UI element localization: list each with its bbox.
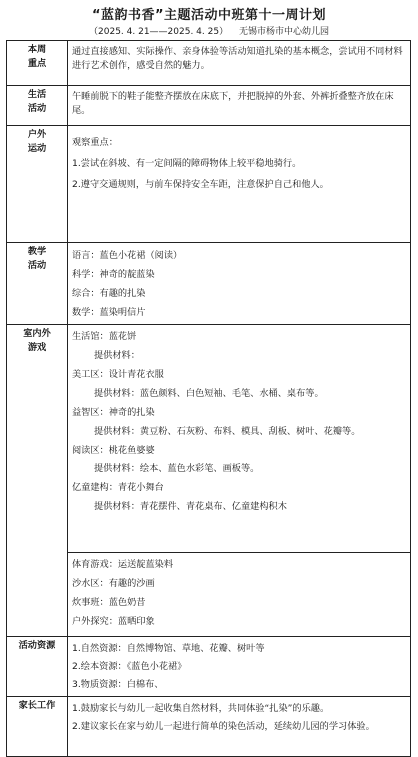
cell-teaching [68,243,411,325]
label-line: 运动 [27,142,47,154]
label-line: 活动 [27,102,47,114]
outdoor-game: 沙水区：有趣的沙画 [72,578,155,590]
indoor-area: 亿童建构：青花小舞台 [72,482,164,494]
page-subtitle [0,24,418,37]
label-line: 重点 [27,57,47,69]
teaching-line: 综合：有趣的扎染 [72,287,146,299]
label-line: 户外 [27,129,47,140]
indoor-materials: 提供材料：青花摆件、青花桌布、亿童建构积木 [94,501,287,513]
indoor-area: 阅读区：桃花鱼婆婆 [72,444,155,456]
row-label-focus [7,41,68,86]
life-text: 午睡前脱下的鞋子能整齐摆放在床底下，并把脱掉的外套、外裤折叠整齐放在床尾。 [72,91,394,116]
parent-line: 2.建议家长在家与幼儿一起进行简单的染色活动，延续幼儿园的学习体验。 [72,720,375,732]
cell-games-indoor [68,325,411,553]
row-teaching [7,243,411,325]
focus-text: 通过直接感知、实际操作、亲身体验等活动知道扎染的基本概念，尝试用不同材料进行艺术创作，感受自然的魅力。 [72,46,403,71]
cell-resources [68,637,411,697]
indoor-materials: 提供材料：黄豆粉、石灰粉、布料、模具、刮板、树叶、花瓣等。 [94,425,361,437]
page-title: “蓝韵书香”主题活动中班第十一周计划 [91,8,327,23]
row-life [7,86,411,126]
indoor-area: 生活馆：蓝花饼 [72,331,137,343]
label-line: 家长工作 [18,700,56,712]
label-line: 教学 [27,246,47,257]
cell-games-outdoor [68,553,411,637]
label-line: 活动资源 [18,640,56,652]
school-name: 无锡市杨市中心幼儿园 [238,27,329,37]
row-label-life [7,86,68,126]
indoor-area: 美工区：设计青花衣服 [72,369,164,381]
indoor-materials: 提供材料：蓝色颜料、白色短袖、毛笔、水桶、桌布等。 [94,388,324,400]
cell-focus [68,41,411,86]
row-label-teaching [7,243,68,325]
label-line: 活动 [27,259,47,271]
row-label-games [7,325,68,637]
label-line: 生活 [27,89,47,100]
outdoor-game: 炊事班：蓝色奶昔 [72,597,146,609]
label-line: 室内外 [23,328,51,340]
resource-line: 1.自然资源：自然博物馆、草地、花瓣、树叶等 [72,643,265,655]
teaching-line: 数学：蓝染明信片 [72,306,146,318]
teaching-line: 科学：神奇的靛蓝染 [72,268,155,280]
indoor-materials: 提供材料：绘本、蓝色水彩笔、画板等。 [94,463,260,475]
teaching-line: 语言：蓝色小花裙（阅读） [72,250,183,261]
parent-line: 1.鼓励家长与幼儿一起收集自然材料，共同体验“扎染”的乐趣。 [72,703,330,715]
label-line: 游戏 [27,342,47,354]
row-label-resources [7,637,68,697]
row-label-outdoor [7,126,68,243]
cell-outdoor [68,126,411,243]
row-games-indoor [7,325,411,553]
row-parents [7,697,411,757]
outdoor-line: 2.遵守交通规则，与前车保持安全车距，注意保护自己和他人。 [72,179,329,191]
cell-parents [68,697,411,757]
resource-line: 2.绘本资源：《蓝色小花裙》 [72,661,187,673]
row-outdoor [7,126,411,243]
weekly-plan-table [6,40,411,757]
outdoor-game: 户外探究：蓝晒印象 [72,616,155,628]
row-label-parents [7,697,68,757]
outdoor-line: 观察重点： [72,137,118,148]
date-range: （2025. 4. 21——2025. 4. 25） [89,27,229,37]
row-resources [7,637,411,697]
indoor-materials: 提供材料： [94,350,140,362]
row-games-outdoor [7,553,411,637]
indoor-area: 益智区：神奇的扎染 [72,406,155,418]
resource-line: 3.物质资源：白棉布、 [72,679,164,691]
outdoor-line: 1.尝试在斜坡、有一定间隔的障碍物体上较平稳地骑行。 [72,158,302,170]
outdoor-game: 体育游戏：运送靛蓝染料 [72,559,174,571]
cell-life [68,86,411,126]
label-line: 本周 [27,44,47,55]
row-focus [7,41,411,86]
